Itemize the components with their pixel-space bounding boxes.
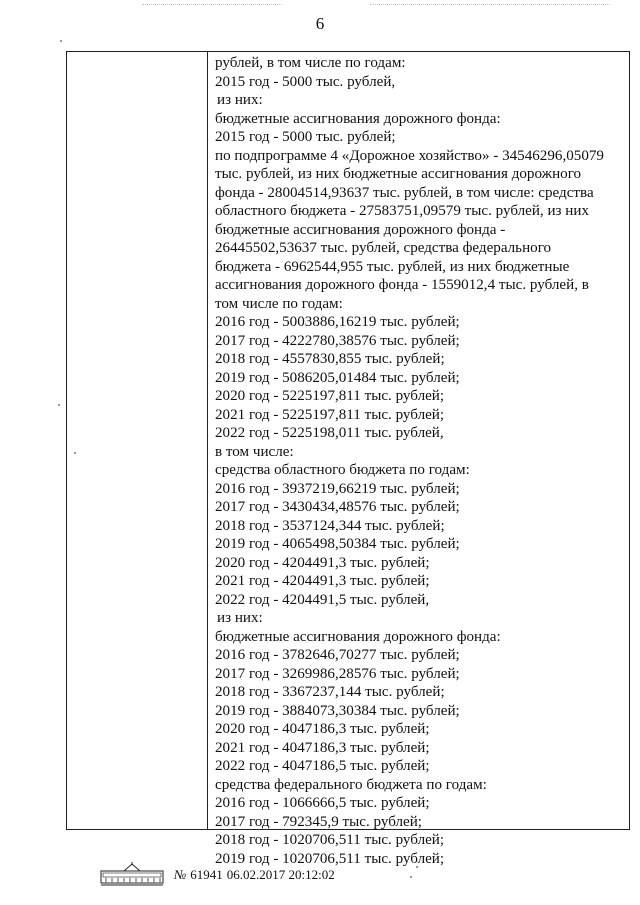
text-line: 2018 год - 3367237,144 тыс. рублей;	[215, 684, 445, 700]
text-line: 2017 год - 4222780,38576 тыс. рублей;	[215, 332, 460, 349]
scan-artifact-top-right	[370, 4, 610, 7]
text-line: тыс. рублей, из них бюджетные ассигнования дорожного	[215, 166, 582, 182]
stamp-number: 61941	[190, 867, 223, 882]
text-line: 2019 год - 4065498,50384 тыс. рублей;	[215, 536, 460, 552]
text-line: бюджета - 6962544,955 тыс. рублей, из них бюджетные	[215, 258, 570, 275]
document-table	[66, 51, 630, 867]
text-line: бюджетные ассигнования дорожного фонда -	[215, 221, 506, 238]
scan-speck	[58, 404, 60, 406]
text-line: 26445502,53637 тыс. рублей, средства федерального	[215, 240, 552, 256]
text-line: фонда - 28004514,93637 тыс. рублей, в том числе: средства	[215, 184, 594, 201]
text-line: по подпрограмме 4 «Дорожное хозяйство» - 34546296,05079	[215, 147, 604, 164]
text-line: том числе по годам:	[215, 295, 343, 312]
text-line: 2022 год - 5225198,011 тыс. рублей,	[215, 425, 444, 441]
text-line: 2022 год - 4047186,5 тыс. рублей;	[215, 758, 430, 774]
table-left-column	[67, 52, 208, 829]
text-line: 2018 год - 3537124,344 тыс. рублей;	[215, 517, 445, 534]
text-line: 2020 год - 4204491,3 тыс. рублей;	[215, 554, 430, 571]
text-line: 2017 год - 3430434,48576 тыс. рублей;	[215, 499, 460, 515]
government-building-seal-icon	[98, 862, 166, 886]
text-line: 2019 год - 3884073,30384 тыс. рублей;	[215, 702, 460, 719]
text-line: 2021 год - 4047186,3 тыс. рублей;	[215, 739, 430, 756]
text-line: 2018 год - 1020706,511 тыс. рублей;	[215, 832, 445, 848]
stamp-text	[174, 867, 339, 883]
text-line: 2020 год - 5225197,811 тыс. рублей;	[215, 388, 445, 404]
text-line: средства областного бюджета по годам:	[215, 462, 470, 478]
text-line: областного бюджета - 27583751,09579 тыс. рублей, из них	[215, 203, 589, 219]
registration-stamp	[98, 862, 498, 886]
text-line: 2016 год - 1066666,5 тыс. рублей;	[215, 795, 430, 811]
text-line: 2015 год - 5000 тыс. рублей;	[215, 129, 396, 145]
text-line: 2021 год - 5225197,811 тыс. рублей;	[215, 406, 445, 423]
text-line: в том числе:	[215, 443, 294, 460]
text-line: 2016 год - 3782646,70277 тыс. рублей;	[215, 647, 460, 663]
scan-speck	[60, 40, 62, 42]
page-number: 6	[315, 14, 325, 33]
stamp-number-prefix: №	[174, 867, 187, 882]
text-line: 2016 год - 3937219,66219 тыс. рублей;	[215, 480, 460, 497]
text-line: 2019 год - 1020706,511 тыс. рублей;	[215, 850, 445, 867]
text-line: бюджетные ассигнования дорожного фонда:	[215, 110, 501, 127]
text-line: 2017 год - 3269986,28576 тыс. рублей;	[215, 665, 460, 682]
text-line: 2022 год - 4204491,5 тыс. рублей,	[215, 591, 430, 608]
text-line: 2018 год - 4557830,855 тыс. рублей;	[215, 351, 445, 367]
text-line: 2019 год - 5086205,01484 тыс. рублей;	[215, 369, 460, 386]
text-line: рублей, в том числе по годам:	[215, 55, 406, 71]
text-line: бюджетные ассигнования дорожного фонда:	[215, 628, 501, 645]
text-line: 2017 год - 792345,9 тыс. рублей;	[215, 813, 423, 830]
text-line: 2020 год - 4047186,3 тыс. рублей;	[215, 721, 430, 737]
text-line: 2021 год - 4204491,3 тыс. рублей;	[215, 573, 430, 589]
stamp-datetime: 06.02.2017 20:12:02	[226, 867, 335, 882]
text-line: 2015 год - 5000 тыс. рублей,	[215, 73, 396, 90]
table-right-column	[208, 52, 629, 867]
text-line: ассигнования дорожного фонда - 1559012,4 тыс. рублей, в	[215, 277, 589, 293]
text-line: средства федерального бюджета по годам:	[215, 776, 487, 793]
text-line: 2016 год - 5003886,16219 тыс. рублей;	[215, 314, 460, 330]
text-line: из них:	[217, 92, 263, 108]
text-line: из них:	[217, 610, 263, 626]
scan-artifact-top-left	[142, 4, 282, 7]
